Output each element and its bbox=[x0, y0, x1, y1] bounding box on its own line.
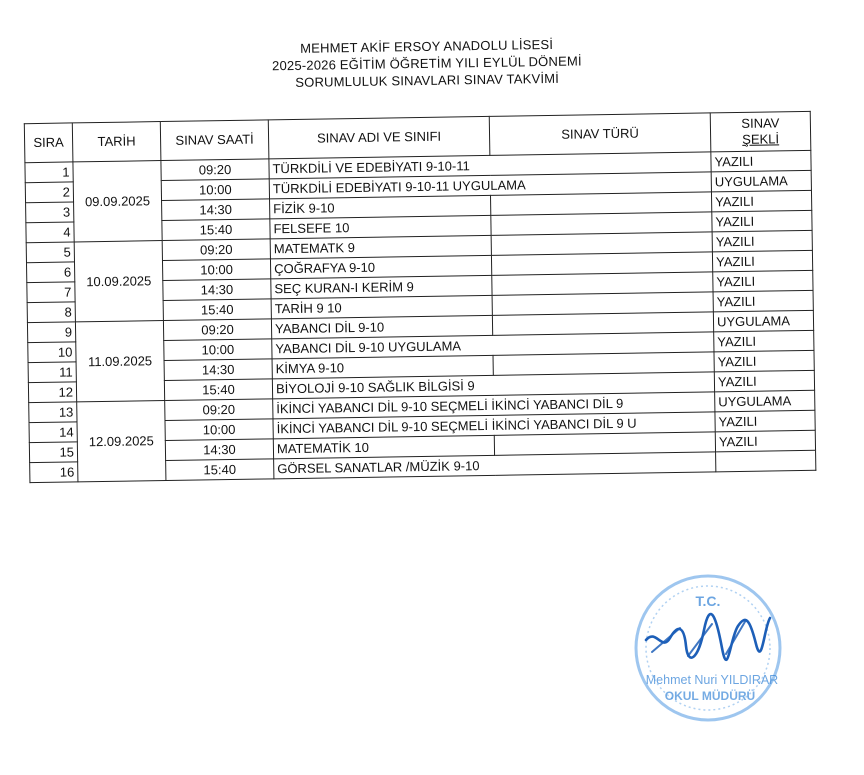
row-number: 6 bbox=[26, 262, 74, 283]
exam-time: 15:40 bbox=[163, 299, 271, 321]
exam-time: 09:20 bbox=[165, 399, 273, 421]
exam-name: YABANCI DİL 9-10 bbox=[271, 315, 492, 338]
exam-shape: YAZILI bbox=[712, 210, 812, 232]
exam-name: BİYOLOJİ 9-10 SAĞLIK BİLGİSİ 9 bbox=[272, 372, 714, 399]
seal-title-text: OKUL MÜDÜRÜ bbox=[664, 689, 756, 703]
exam-name: TARİH 9 10 bbox=[271, 295, 492, 318]
official-seal bbox=[626, 568, 786, 728]
row-number: 2 bbox=[25, 182, 73, 203]
row-number: 7 bbox=[27, 282, 75, 303]
row-number: 11 bbox=[28, 362, 76, 383]
col-header-sira: SIRA bbox=[24, 123, 73, 163]
exam-name: MATEMATK 9 bbox=[270, 235, 491, 258]
exam-name: GÖRSEL SANATLAR /MÜZİK 9-10 bbox=[274, 452, 716, 479]
row-number: 16 bbox=[30, 462, 78, 483]
exam-shape: YAZILI bbox=[711, 190, 811, 212]
school-name: MEHMET AKİF ERSOY ANADOLU LİSESİ bbox=[300, 36, 554, 56]
row-number: 12 bbox=[28, 382, 76, 403]
exam-time: 10:00 bbox=[161, 179, 269, 201]
exam-shape: YAZILI bbox=[711, 150, 811, 172]
row-number: 5 bbox=[26, 242, 74, 263]
exam-shape: YAZILI bbox=[714, 330, 814, 352]
exam-shape: UYGULAMA bbox=[715, 390, 815, 412]
row-number: 10 bbox=[28, 342, 76, 363]
exam-time: 09:20 bbox=[163, 319, 271, 341]
exam-time: 14:30 bbox=[164, 359, 272, 381]
exam-name: TÜRKDİLİ VE EDEBİYATI 9-10-11 bbox=[269, 152, 711, 179]
exam-shape: YAZILI bbox=[715, 430, 815, 452]
exam-time: 10:00 bbox=[165, 419, 273, 441]
seal-name-text: Mehmet Nuri YILDIRAR bbox=[645, 673, 779, 687]
exam-name: YABANCI DİL 9-10 UYGULAMA bbox=[272, 332, 714, 359]
exam-time: 10:00 bbox=[164, 339, 272, 361]
exam-time: 14:30 bbox=[165, 439, 273, 461]
exam-time: 09:20 bbox=[161, 159, 269, 181]
exam-time: 15:40 bbox=[164, 379, 272, 401]
col-header-saat: SINAV SAATİ bbox=[160, 120, 269, 161]
exam-name: MATEMATİK 10 bbox=[273, 435, 494, 458]
exam-date: 10.09.2025 bbox=[74, 241, 163, 322]
exam-time: 10:00 bbox=[162, 259, 270, 281]
exam-shape: YAZILI bbox=[712, 250, 812, 272]
exam-time: 14:30 bbox=[163, 279, 271, 301]
row-number: 9 bbox=[27, 322, 75, 343]
row-number: 3 bbox=[26, 202, 74, 223]
exam-shape: YAZILI bbox=[714, 350, 814, 372]
row-number: 14 bbox=[29, 422, 77, 443]
row-number: 15 bbox=[29, 442, 77, 463]
exam-schedule-table bbox=[24, 111, 817, 483]
signature-stroke bbox=[646, 614, 770, 660]
exam-shape bbox=[716, 450, 816, 472]
exam-shape: YAZILI bbox=[715, 410, 815, 432]
exam-name: TÜRKDİLİ EDEBİYATI 9-10-11 UYGULAMA bbox=[269, 172, 711, 199]
col-header-sekil bbox=[710, 111, 811, 152]
exam-time: 15:40 bbox=[162, 219, 270, 241]
col-header-sekil-line1: SINAV bbox=[741, 115, 780, 131]
exam-time: 15:40 bbox=[166, 459, 274, 481]
exam-shape: YAZILI bbox=[712, 230, 812, 252]
exam-shape: UYGULAMA bbox=[713, 310, 813, 332]
exam-name: ÇOĞRAFYA 9-10 bbox=[270, 255, 491, 278]
schedule-title: SORUMLULUK SINAVLARI SINAV TAKVİMİ bbox=[295, 70, 560, 90]
exam-shape: YAZILI bbox=[713, 290, 813, 312]
exam-name: KİMYA 9-10 bbox=[272, 355, 493, 378]
col-header-sekil-line2: ŞEKLİ bbox=[742, 131, 780, 147]
row-number: 8 bbox=[27, 302, 75, 323]
term-title: 2025-2026 EĞİTİM ÖĞRETİM YILI EYLÜL DÖNEMİ bbox=[271, 53, 582, 74]
exam-time: 14:30 bbox=[162, 199, 270, 221]
row-number: 1 bbox=[25, 162, 73, 183]
row-number: 13 bbox=[29, 402, 77, 423]
exam-name: SEÇ KURAN-I KERİM 9 bbox=[271, 275, 492, 298]
col-header-tarih: TARİH bbox=[72, 122, 161, 162]
exam-date: 12.09.2025 bbox=[77, 401, 166, 482]
exam-name: İKİNCİ YABANCI DİL 9-10 SEÇMELİ İKİNCİ YABANCI DİL 9 bbox=[273, 392, 715, 419]
exam-date: 09.09.2025 bbox=[73, 161, 162, 242]
exam-name: İKİNCİ YABANCI DİL 9-10 SEÇMELİ İKİNCİ YABANCI DİL 9 U bbox=[273, 412, 715, 439]
exam-shape: YAZILI bbox=[713, 270, 813, 292]
exam-shape: YAZILI bbox=[714, 370, 814, 392]
exam-time: 09:20 bbox=[162, 239, 270, 261]
exam-name: FİZİK 9-10 bbox=[270, 195, 491, 218]
row-number: 4 bbox=[26, 222, 74, 243]
exam-shape: UYGULAMA bbox=[711, 170, 811, 192]
seal-org-text: T.C. bbox=[695, 593, 721, 609]
col-header-ad: SINAV ADI VE SINIFI bbox=[268, 116, 490, 158]
col-header-tur: SINAV TÜRÜ bbox=[489, 113, 711, 155]
document-header bbox=[117, 33, 738, 94]
exam-date: 11.09.2025 bbox=[75, 321, 164, 402]
exam-name: FELSEFE 10 bbox=[270, 215, 491, 238]
